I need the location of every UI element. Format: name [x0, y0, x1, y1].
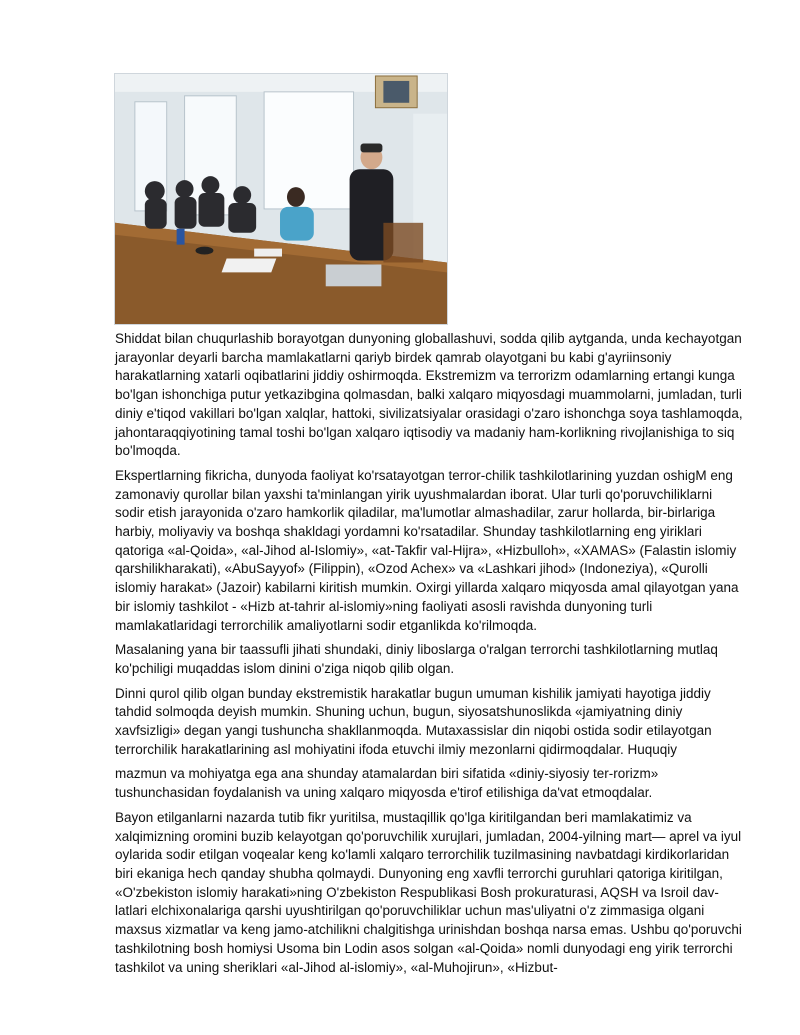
paragraph-2: Ekspertlarning fikricha, dunyoda faoliyat ko'rsatayotgan terror-chilik tashkilotlarining yuzdan oshigM eng zamonaviy qurollar bilan yaxshi ta'minlangan yirik uyushmalardan iborat. Ular turli qo'poruvchiliklarni sodir etish jarayonida o'zaro hamkorlik qiladilar, ma'lumotlar almashadilar, zarur hollarda, bir-birlariga harbiy, moliyaviy va boshqa shakldagi yordamni ko'rsatadilar. Shunday tashkilotlarning eng yiriklari qatoriga «al-Qoida», «al-Jihod al-Islomiy», «at-Takfir val-Hijra», «Hizbulloh», «XAMAS» (Falastin islomiy qarshilikharakati), «AbuSayyof» (Filippin), «Ozod Achex» va «Lashkari jihod» (Indoneziya), «Qurolli islomiy harakat» (Jazoir) kabilarni kiritish mumkin. Oxirgi yillarda xalqaro miqyosda amal qilayotgan yana bir islomiy tashkilot - «Hizb at-tahrir al-islomiy»ning faoliyati asosli ravishda dunyoning turli mamlakatlaridagi terrorchilik amaliyotlarni sodir etganlikda ko'rilmoqda.: [115, 467, 739, 633]
meeting-photo-icon: [115, 74, 447, 324]
paragraph-4: Dinni qurol qilib olgan bunday ekstremistik harakatlar bugun umuman kishilik jamiyati hayotiga jiddiy tahdid solmoqda deyish mumkin. Shuning uchun, bugun, siyosatshunoslikda «jamiyatning diniy xavfsizligi» degan yangi tushuncha shakllanmoqda. Mutaxassislar din niqobi ostida sodir etilayotgan terrorchilik harakatlarining asl mohiyatini ifoda etuvchi ilmiy mezonlarni qidirmoqdalar. Huquqiy: [115, 685, 712, 757]
article-body: [115, 330, 745, 983]
paragraph-6: Bayon etilganlarni nazarda tutib fikr yuritilsa, mustaqillik qo'lga kiritilgandan beri mamlakatimiz va xalqimizning oromini buzib kelayotgan qo'poruvchilik xurujlari, jumladan, 2004-yilning mart— aprel va iyul oylarida sodir etilgan voqealar keng ko'lamli xalqaro terrorchilik tuzilmasining navbatdagi kirdikorlaridan biri ekaniga hech qanday shubha qolmaydi. Dunyoning eng xavfli terrorchi guruhlari qatoriga kiritilgan, «O'zbekiston islomiy harakati»ning O'zbekiston Respublikasi Bosh prokuraturasi, AQSH va Isroil dav-latlari elchixonalariga qarshi uyushtirilgan qo'poruvchiliklar uchun mas'uliyatni o'z zimmasiga olgani maxsus xizmatlar va keng jamo-atchilikni chalgitishga urinishdan boshqa narsa emas. Ushbu qo'poruvchi tashkilotning bosh homiysi Usoma bin Lodin asos solgan «al-Qoida» nomli dunyodagi eng yirik terrorchi tashkilot va uning sheriklari «al-Jihod al-islomiy», «al-Muhojirun», «Hizbut-: [115, 809, 742, 975]
paragraph-5: mazmun va mohiyatga ega ana shunday atamalardan biri sifatida «diniy-siyosiy ter-rorizm» tushunchasidan foydalanish va uning xalqaro miqyosda e'tirof etilishiga da'vat etmoqdalar.: [115, 766, 659, 801]
meeting-photo: [114, 73, 448, 325]
paragraph-3: Masalaning yana bir taassufli jihati shundaki, diniy liboslarga o'ralgan terrorchi tashkilotlarning mutlaq ko'pchiligi muqaddas islom dinini o'ziga niqob qilib olgan.: [115, 642, 718, 676]
paragraph-1: Shiddat bilan chuqurlashib borayotgan dunyoning globallashuvi, sodda qilib aytganda, unda kechayotgan jarayonlar deyarli barcha mamlakatlarni qariyb birdek qamrab olayotgani bu kabi g'ayriinsoniy harakatlarning xatarli oqibatlarini jiddiy oshirmoqda. Ekstremizm va terrorizm odamlarning ertangi kunga bo'lgan ishonchiga putur yetkazibgina qolmasdan, balki xalqaro miqyosdagi muammolarni, jumladan, turli diniy e'tiqod vakillari bo'lgan xalqlar, hattoki, sivilizatsiyalar orasidagi o'zaro ishonchga soya tashlamoqda, jahontaraqqiyotining tamal toshi bo'lgan xalqaro iqtisodiy va madaniy ham-korlikning rivojlanishiga to siq bo'lmoqda.: [115, 331, 743, 459]
